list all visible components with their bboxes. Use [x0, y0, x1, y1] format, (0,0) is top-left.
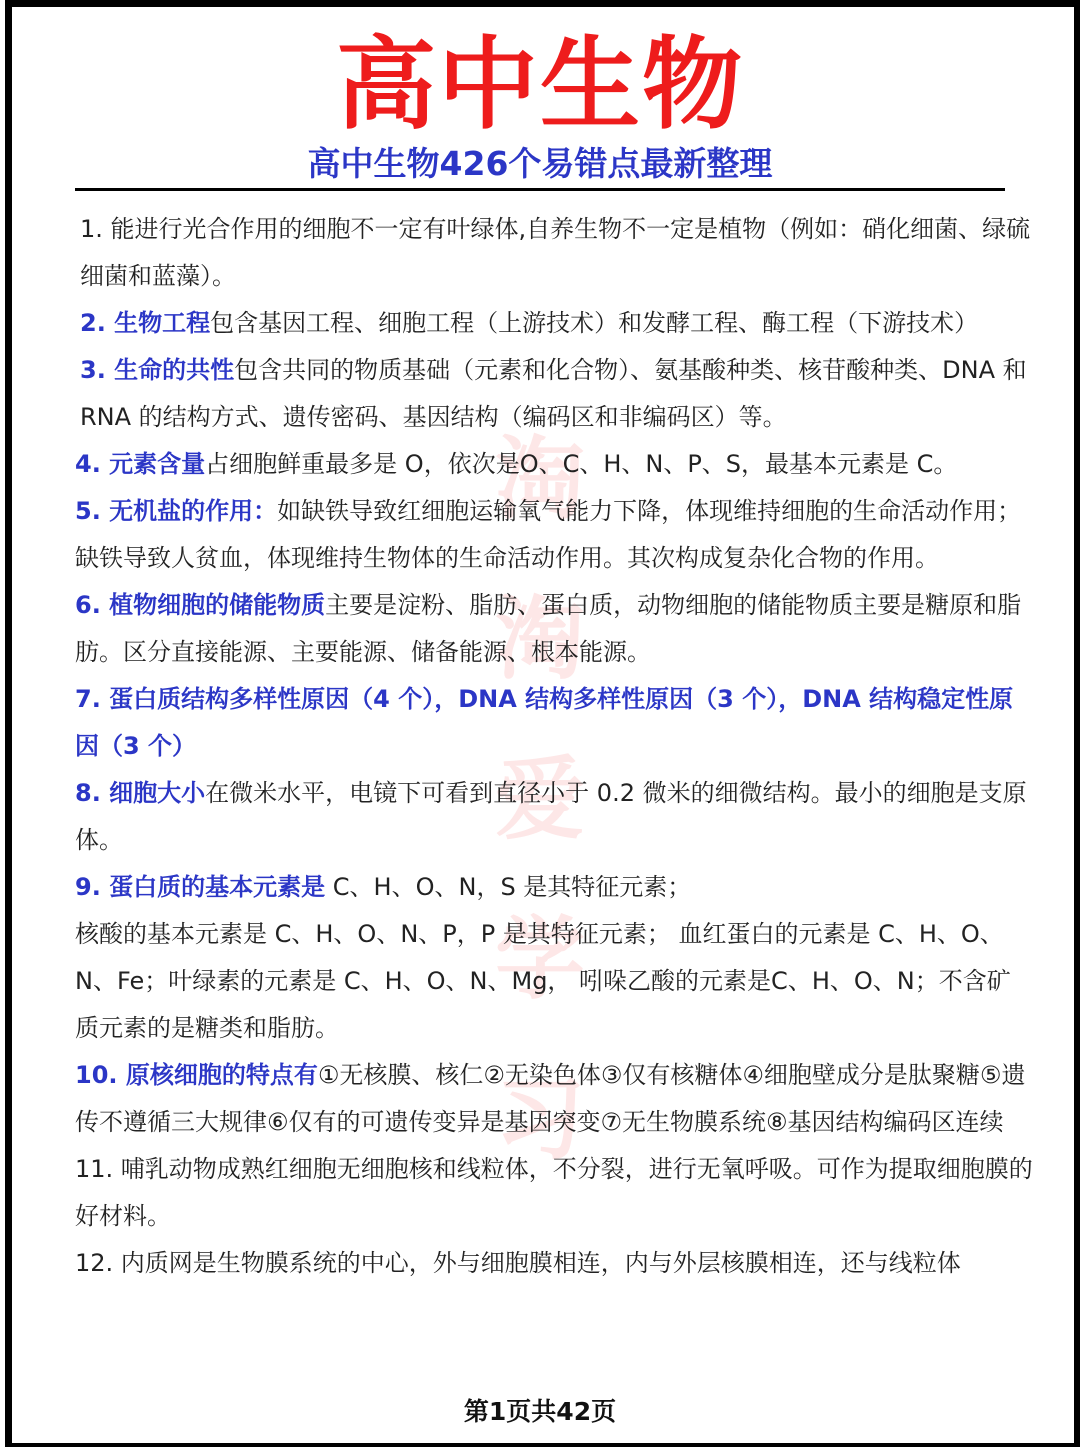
page-title: 高中生物 — [336, 26, 744, 143]
paragraph-4 — [75, 441, 1033, 488]
paragraph-text: 包含共同的物质基础（元素和化合物）、氨基酸种类、核苷酸种类、DNA 和 RNA 的结构方式、遗传密码、基因结构（编码区和非编码区）等。 — [80, 356, 1027, 431]
highlight-term: 5. 无机盐的作用： — [75, 497, 278, 525]
paragraph-text: C、H、O、N，S 是其特征元素； — [325, 873, 692, 901]
paragraph-5 — [75, 488, 1033, 582]
highlight-term: 9. 蛋白质的基本元素是 — [75, 873, 326, 901]
paragraph-text: 如缺铁导致红细胞运输氧气能力下降，体现维持细胞的生命活动作用；缺铁导致人贫血，体现维持生物体的生命活动作用。其次构成复杂化合物的作用。 — [75, 497, 1022, 572]
watermark: 淘 淘 爱 学 习 — [495, 427, 585, 1172]
paragraph-10 — [75, 911, 1033, 1052]
paragraph-11 — [75, 1052, 1033, 1240]
paragraph-9 — [75, 864, 1033, 911]
paragraph-2 — [75, 300, 1033, 347]
highlight-term: 6. 植物细胞的储能物质 — [75, 591, 326, 619]
paragraph-3 — [75, 347, 1033, 441]
paragraph-7 — [75, 676, 1033, 770]
document-body — [75, 206, 1033, 1287]
highlight-term: 3. 生命的共性 — [80, 356, 235, 384]
highlight-term: 8. 细胞大小 — [75, 779, 206, 807]
paragraph-text: 包含基因工程、细胞工程（上游技术）和发酵工程、酶工程（下游技术） — [210, 309, 979, 337]
paragraph-text: 12. 内质网是生物膜系统的中心，外与细胞膜相连，内与外层核膜相连，还与线粒体 — [75, 1249, 961, 1277]
title-divider — [75, 188, 1005, 191]
highlight-term: 4. 元素含量 — [75, 450, 206, 478]
page-subtitle: 高中生物426个易错点最新整理 — [307, 144, 773, 183]
highlight-term: 10. 原核细胞的特点有 — [75, 1061, 318, 1089]
paragraph-text: 主要是淀粉、脂肪、蛋白质，动物细胞的储能物质主要是糖原和脂肪。区分直接能源、主要能源、储备能源、根本能源。 — [75, 591, 1022, 666]
paragraph-text: ①无核膜、核仁②无染色体③仅有核糖体④细胞壁成分是肽聚糖⑤遗传不遵循三大规律⑥仅有的可遗传变异是基因突变⑦无生物膜系统⑧基因结构编码区连续11. 哺乳动物成熟红细胞无细胞核和线粒体，不分裂，进行无氧呼吸。可作为提取细胞膜的好材料。 — [75, 1061, 1033, 1230]
paragraph-text: 1. 能进行光合作用的细胞不一定有叶绿体,自养生物不一定是植物（例如：硝化细菌、绿硫细菌和蓝藻）。 — [80, 215, 1031, 290]
paragraph-text: 占细胞鲜重最多是 O，依次是O、C、H、N、P、S，最基本元素是 C。 — [205, 450, 958, 478]
page-number: 第1页共42页 — [463, 1397, 617, 1426]
highlight-term: 2. 生物工程 — [80, 309, 211, 337]
paragraph-8 — [75, 770, 1033, 864]
paragraph-1 — [75, 206, 1033, 300]
paragraph-6 — [75, 582, 1033, 676]
paragraph-text: 核酸的基本元素是 C、H、O、N、P，P 是其特征元素； 血红蛋白的元素是 C、H、O、N、Fe；叶绿素的元素是 C、H、O、N、Mg， 吲哚乙酸的元素是C、H、O、N；不含矿质元素的是糖类和脂肪。 — [75, 920, 1011, 1042]
paragraph-12 — [75, 1240, 1033, 1287]
paragraph-text: 在微米水平，电镜下可看到直径小于 0.2 微米的细微结构。最小的细胞是支原体。 — [75, 779, 1027, 854]
highlight-term: 7. 蛋白质结构多样性原因（4 个），DNA 结构多样性原因（3 个），DNA 结构稳定性原因（3 个） — [75, 685, 1014, 760]
